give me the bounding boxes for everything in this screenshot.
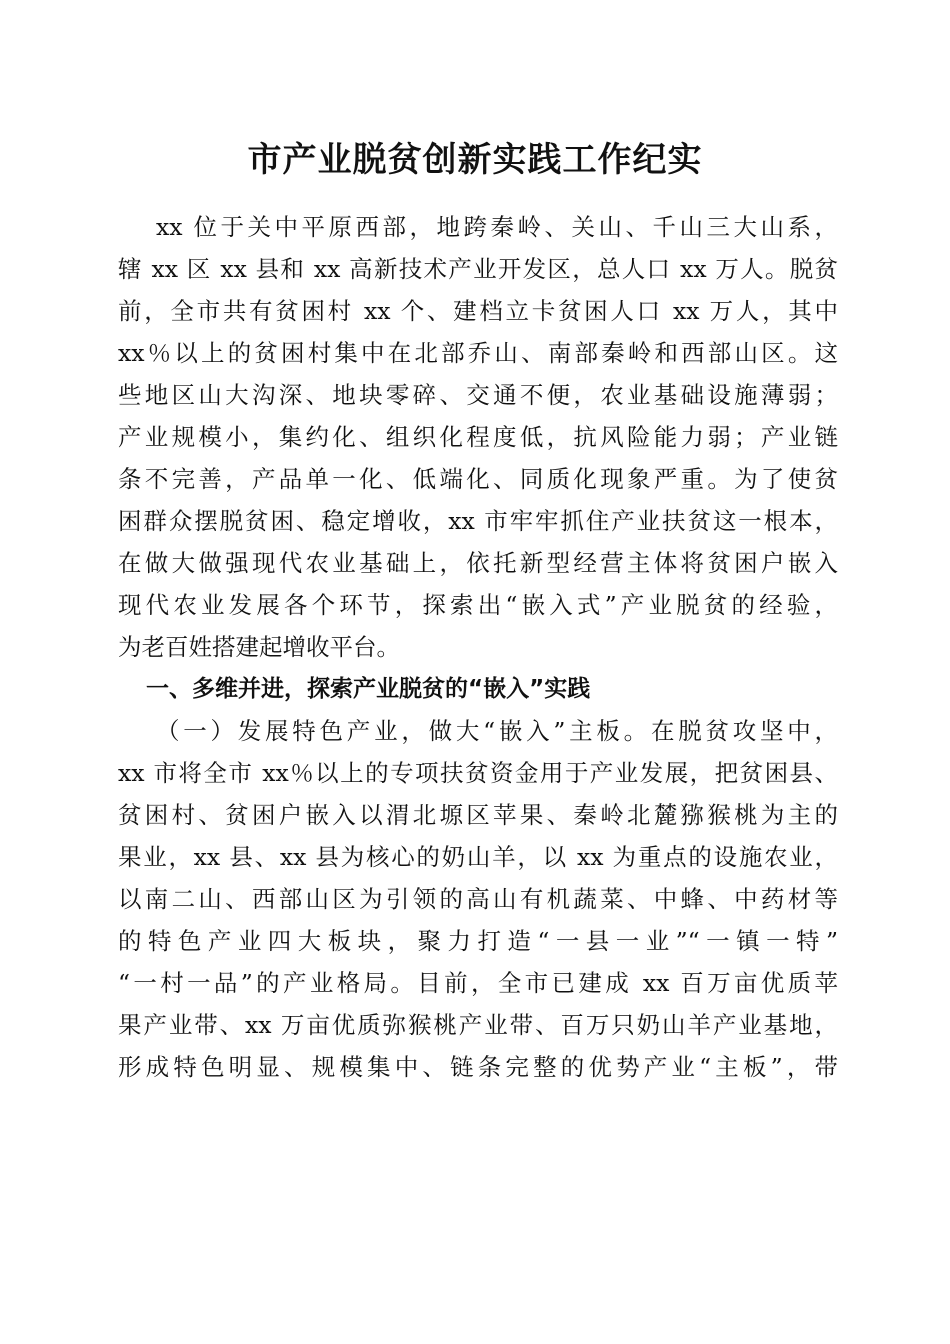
paragraph-line: “一村一品”的产业格局。目前，全市已建成 xx 百万亩优质苹 <box>118 969 838 997</box>
section-heading: 一、多维并进，探索产业脱贫的“嵌入”实践 <box>146 676 591 702</box>
paragraph-line: 现代农业发展各个环节，探索出“嵌入式”产业脱贫的经验， <box>118 591 838 619</box>
paragraph-line: xx 位于关中平原西部，地跨秦岭、关山、千山三大山系， <box>156 213 838 241</box>
paragraph-line: 困群众摆脱贫困、稳定增收，xx 市牢牢抓住产业扶贫这一根本， <box>118 507 838 535</box>
paragraph-line: 辖 xx 区 xx 县和 xx 高新技术产业开发区，总人口 xx 万人。脱贫 <box>118 255 838 283</box>
paragraph-line: 以南二山、西部山区为引领的高山有机蔬菜、中蜂、中药材等 <box>118 885 838 913</box>
paragraph-line: 果业，xx 县、xx 县为核心的奶山羊，以 xx 为重点的设施农业， <box>118 843 838 871</box>
document-title: 市产业脱贫创新实践工作纪实 <box>247 140 703 180</box>
paragraph-line: 的特色产业四大板块，聚力打造“一县一业”“一镇一特” <box>118 927 838 955</box>
paragraph-line: xx％以上的贫困村集中在北部乔山、南部秦岭和西部山区。这 <box>118 339 838 367</box>
paragraph-line: 条不完善，产品单一化、低端化、同质化现象严重。为了使贫 <box>118 465 838 493</box>
paragraph-line: 为老百姓搭建起增收平台。 <box>118 633 400 661</box>
paragraph-line: xx 市将全市 xx％以上的专项扶贫资金用于产业发展，把贫困县、 <box>118 759 838 787</box>
paragraph-line: 前，全市共有贫困村 xx 个、建档立卡贫困人口 xx 万人，其中 <box>118 297 838 325</box>
paragraph-line: 些地区山大沟深、地块零碎、交通不便，农业基础设施薄弱； <box>118 381 838 409</box>
paragraph-line: 形成特色明显、规模集中、链条完整的优势产业“主板”，带 <box>118 1053 838 1081</box>
paragraph-line: （一）发展特色产业，做大“嵌入”主板。在脱贫攻坚中， <box>156 717 838 745</box>
paragraph-line: 果产业带、xx 万亩优质弥猴桃产业带、百万只奶山羊产业基地， <box>118 1011 838 1039</box>
paragraph-line: 贫困村、贫困户嵌入以渭北塬区苹果、秦岭北麓猕猴桃为主的 <box>118 801 838 829</box>
paragraph-line: 产业规模小，集约化、组织化程度低，抗风险能力弱；产业链 <box>118 423 838 451</box>
paragraph-line: 在做大做强现代农业基础上，依托新型经营主体将贫困户嵌入 <box>118 549 838 577</box>
document-body <box>118 206 838 1088</box>
